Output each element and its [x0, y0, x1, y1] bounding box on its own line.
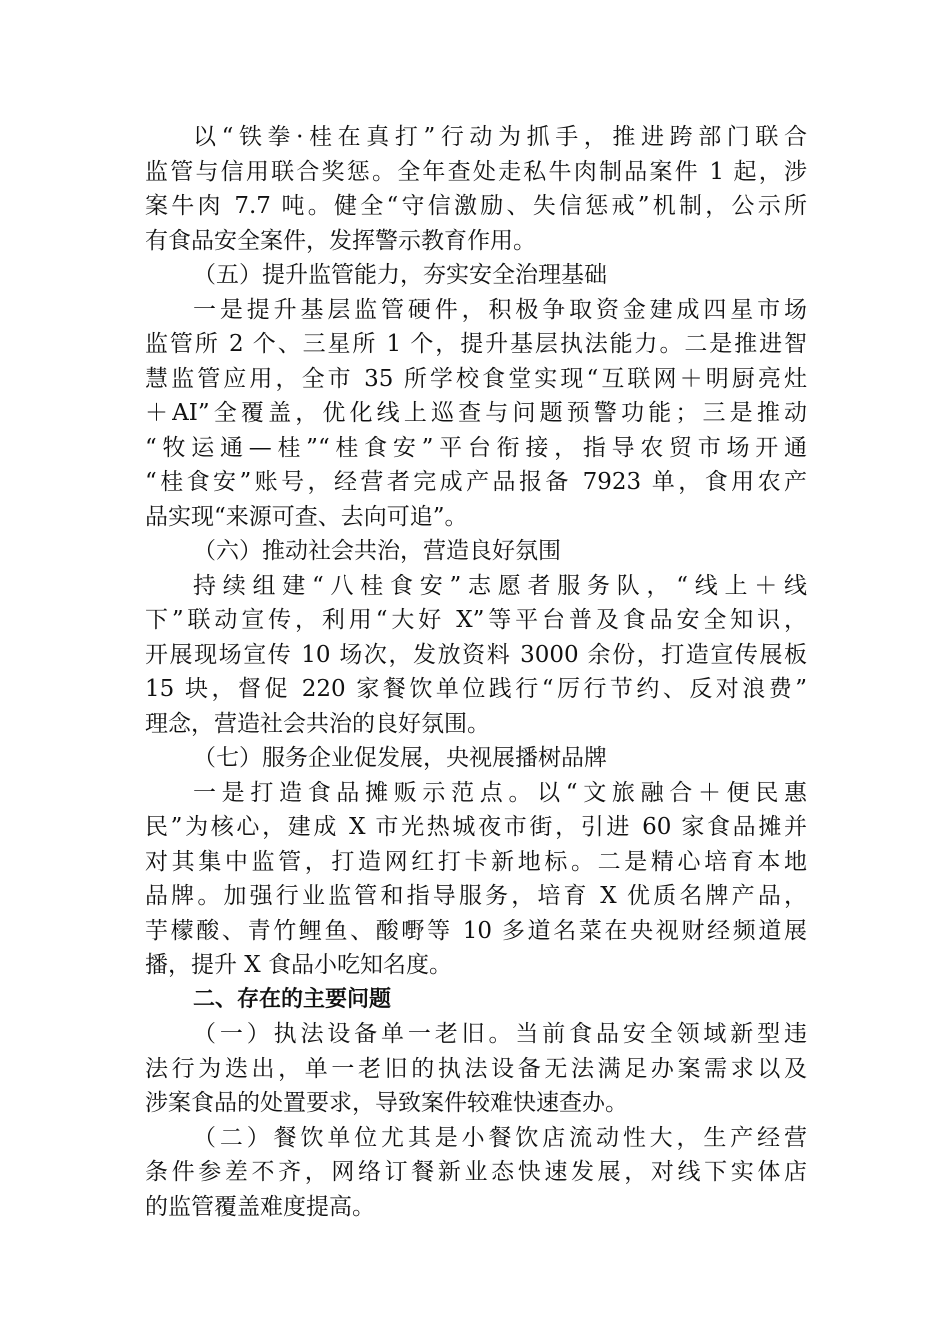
text-line: 条件参差不齐，网络订餐新业态快速发展，对线下实体店 — [145, 1159, 807, 1185]
text-line: 一是打造食品摊贩示范点。以“文旅融合＋便民惠 — [193, 779, 807, 806]
text-line: 芋檬酸、青竹鲤鱼、酸嘢等 10 多道名菜在央视财经频道展 — [145, 917, 807, 944]
text-line: （五）提升监管能力，夯实安全治理基础 — [193, 262, 607, 288]
text-line: 品牌。加强行业监管和指导服务，培育 X 优质名牌产品， — [145, 883, 807, 909]
paragraph — [145, 1017, 807, 1121]
paragraph — [145, 569, 807, 742]
text-line: 理念，营造社会共治的良好氛围。 — [145, 710, 490, 737]
text-line: （六）推动社会共治，营造良好氛围 — [193, 538, 561, 564]
text-line: “桂食安”账号，经营者完成产品报备 7923 单，食用农产 — [145, 469, 807, 495]
text-line: 的监管覆盖难度提高。 — [145, 1193, 375, 1220]
paragraph — [145, 120, 807, 258]
text-line: 以“铁拳·桂在真打”行动为抓手，推进跨部门联合 — [193, 124, 807, 150]
section-heading — [145, 983, 807, 1018]
text-line: 涉案食品的处置要求，导致案件较难快速查办。 — [145, 1090, 628, 1116]
text-line: 15 块，督促 220 家餐饮单位践行“厉行节约、反对浪费” — [145, 676, 807, 702]
text-line: （七）服务企业促发展，央视展播树品牌 — [193, 745, 607, 771]
text-line: 案牛肉 7.7 吨。健全“守信激励、失信惩戒”机制，公示所 — [145, 193, 807, 219]
text-line: “牧运通—桂”“桂食安”平台衔接，指导农贸市场开通 — [145, 434, 807, 461]
text-line: 下”联动宣传，利用“大好 X”等平台普及食品安全知识， — [145, 607, 807, 633]
paragraph — [145, 293, 807, 535]
text-line: 播，提升 X 食品小吃知名度。 — [145, 952, 452, 978]
text-line: 品实现“来源可查、去向可追”。 — [145, 503, 468, 530]
text-line: 监管所 2 个、三星所 1 个，提升基层执法能力。二是推进智 — [145, 331, 807, 357]
text-line: 持续组建“八桂食安”志愿者服务队，“线上＋线 — [193, 572, 807, 599]
text-line: 监管与信用联合奖惩。全年查处走私牛肉制品案件 1 起，涉 — [145, 158, 807, 185]
paragraph — [145, 776, 807, 983]
text-line: （二）餐饮单位尤其是小餐饮店流动性大，生产经营 — [193, 1124, 807, 1151]
text-line: 民”为核心，建成 X 市光热城夜市街，引进 60 家食品摊并 — [145, 814, 807, 840]
text-line: 法行为迭出，单一老旧的执法设备无法满足办案需求以及 — [145, 1055, 807, 1082]
text-line: 开展现场宣传 10 场次，发放资料 3000 余份，打造宣传展板 — [145, 641, 807, 668]
text-line: 对其集中监管，打造网红打卡新地标。二是精心培育本地 — [145, 848, 807, 875]
subsection-heading — [145, 534, 807, 569]
text-line: 有食品安全案件，发挥警示教育作用。 — [145, 227, 536, 254]
text-line: 慧监管应用，全市 35 所学校食堂实现“互联网＋明厨亮灶 — [145, 365, 807, 392]
text-line: ＋AI”全覆盖，优化线上巡查与问题预警功能；三是推动 — [145, 400, 807, 426]
subsection-heading — [145, 258, 807, 293]
text-line: 一是提升基层监管硬件，积极争取资金建成四星市场 — [193, 296, 807, 323]
text-line: （一）执法设备单一老旧。当前食品安全领域新型违 — [193, 1021, 807, 1047]
document-page — [145, 120, 807, 1224]
paragraph — [145, 1121, 807, 1225]
text-line: 二、存在的主要问题 — [193, 986, 392, 1012]
subsection-heading — [145, 741, 807, 776]
